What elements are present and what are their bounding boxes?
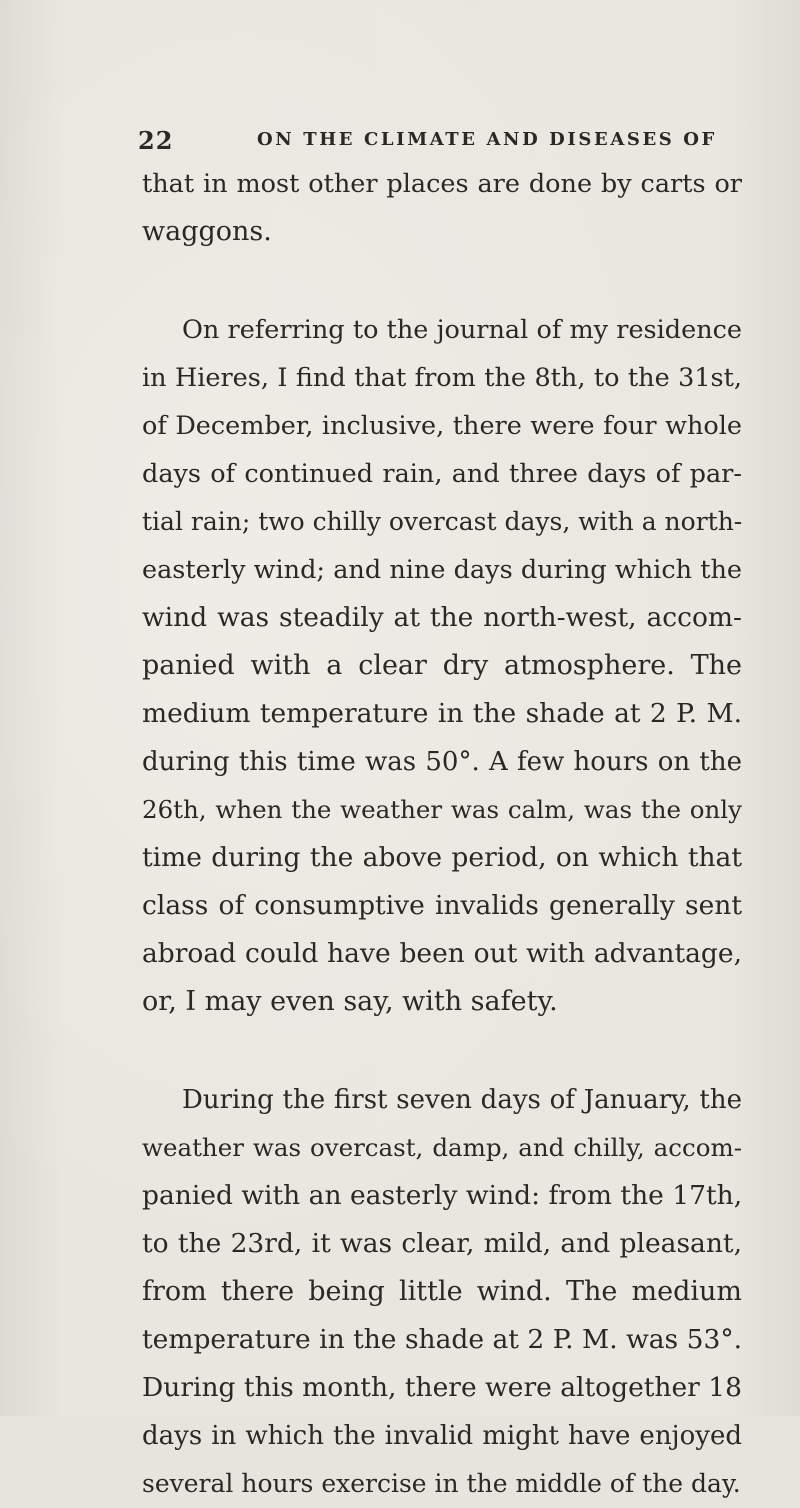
text-line: to the 23rd, it was clear, mild, and pleasant, — [142, 1228, 742, 1259]
text-line: wind was steadily at the north-west, accom- — [142, 602, 742, 633]
text-line: abroad could have been out with advantage, — [142, 938, 742, 969]
paragraph-gap — [142, 1026, 742, 1076]
text-line: during this time was 50°. A few hours on the — [142, 747, 742, 777]
paragraph-january — [142, 1076, 742, 1508]
text-line: class of consumptive invalids generally sent — [142, 890, 742, 921]
text-line: On referring to the journal of my residence — [182, 315, 742, 345]
text-line: medium temperature in the shade at 2 P. M. — [142, 698, 742, 729]
text-line: weather was overcast, damp, and chilly, accom- — [142, 1133, 742, 1162]
text-line: temperature in the shade at 2 P. M. was 53°. — [142, 1324, 742, 1355]
text-line: During the first seven days of January, the — [182, 1085, 742, 1115]
text-line: of December, inclusive, there were four whole — [142, 411, 742, 441]
text-line: several hours exercise in the middle of the day. — [142, 1469, 741, 1498]
text-line: time during the above period, on which that — [142, 842, 742, 873]
running-head: ON THE CLIMATE AND DISEASES OF — [257, 129, 717, 150]
page-number: 22 — [138, 126, 174, 155]
page-header — [138, 126, 738, 156]
text-line: that in most other places are done by carts or — [142, 169, 742, 199]
text-line: easterly wind; and nine days during which the — [142, 555, 742, 585]
text-line: days in which the invalid might have enjoyed — [142, 1421, 742, 1451]
text-line: panied with an easterly wind: from the 17th, — [142, 1180, 743, 1211]
text-line: 26th, when the weather was calm, was the only — [142, 795, 742, 824]
text-line: tial rain; two chilly overcast days, with a north- — [142, 507, 743, 536]
text-line: panied with a clear dry atmosphere. The — [142, 650, 742, 681]
paragraph-continuation — [142, 160, 742, 256]
text-line: waggons. — [142, 216, 272, 247]
text-line: or, I may even say, with safety. — [142, 986, 558, 1017]
text-line: in Hieres, I find that from the 8th, to the 31st, — [142, 363, 742, 393]
paragraph-december — [142, 306, 742, 1026]
text-line: from there being little wind. The medium — [142, 1276, 742, 1307]
paragraph-gap — [142, 256, 742, 306]
text-line: days of continued rain, and three days of par- — [142, 459, 742, 489]
body-text — [142, 160, 742, 1508]
text-line: During this month, there were altogether 18 — [142, 1372, 742, 1403]
